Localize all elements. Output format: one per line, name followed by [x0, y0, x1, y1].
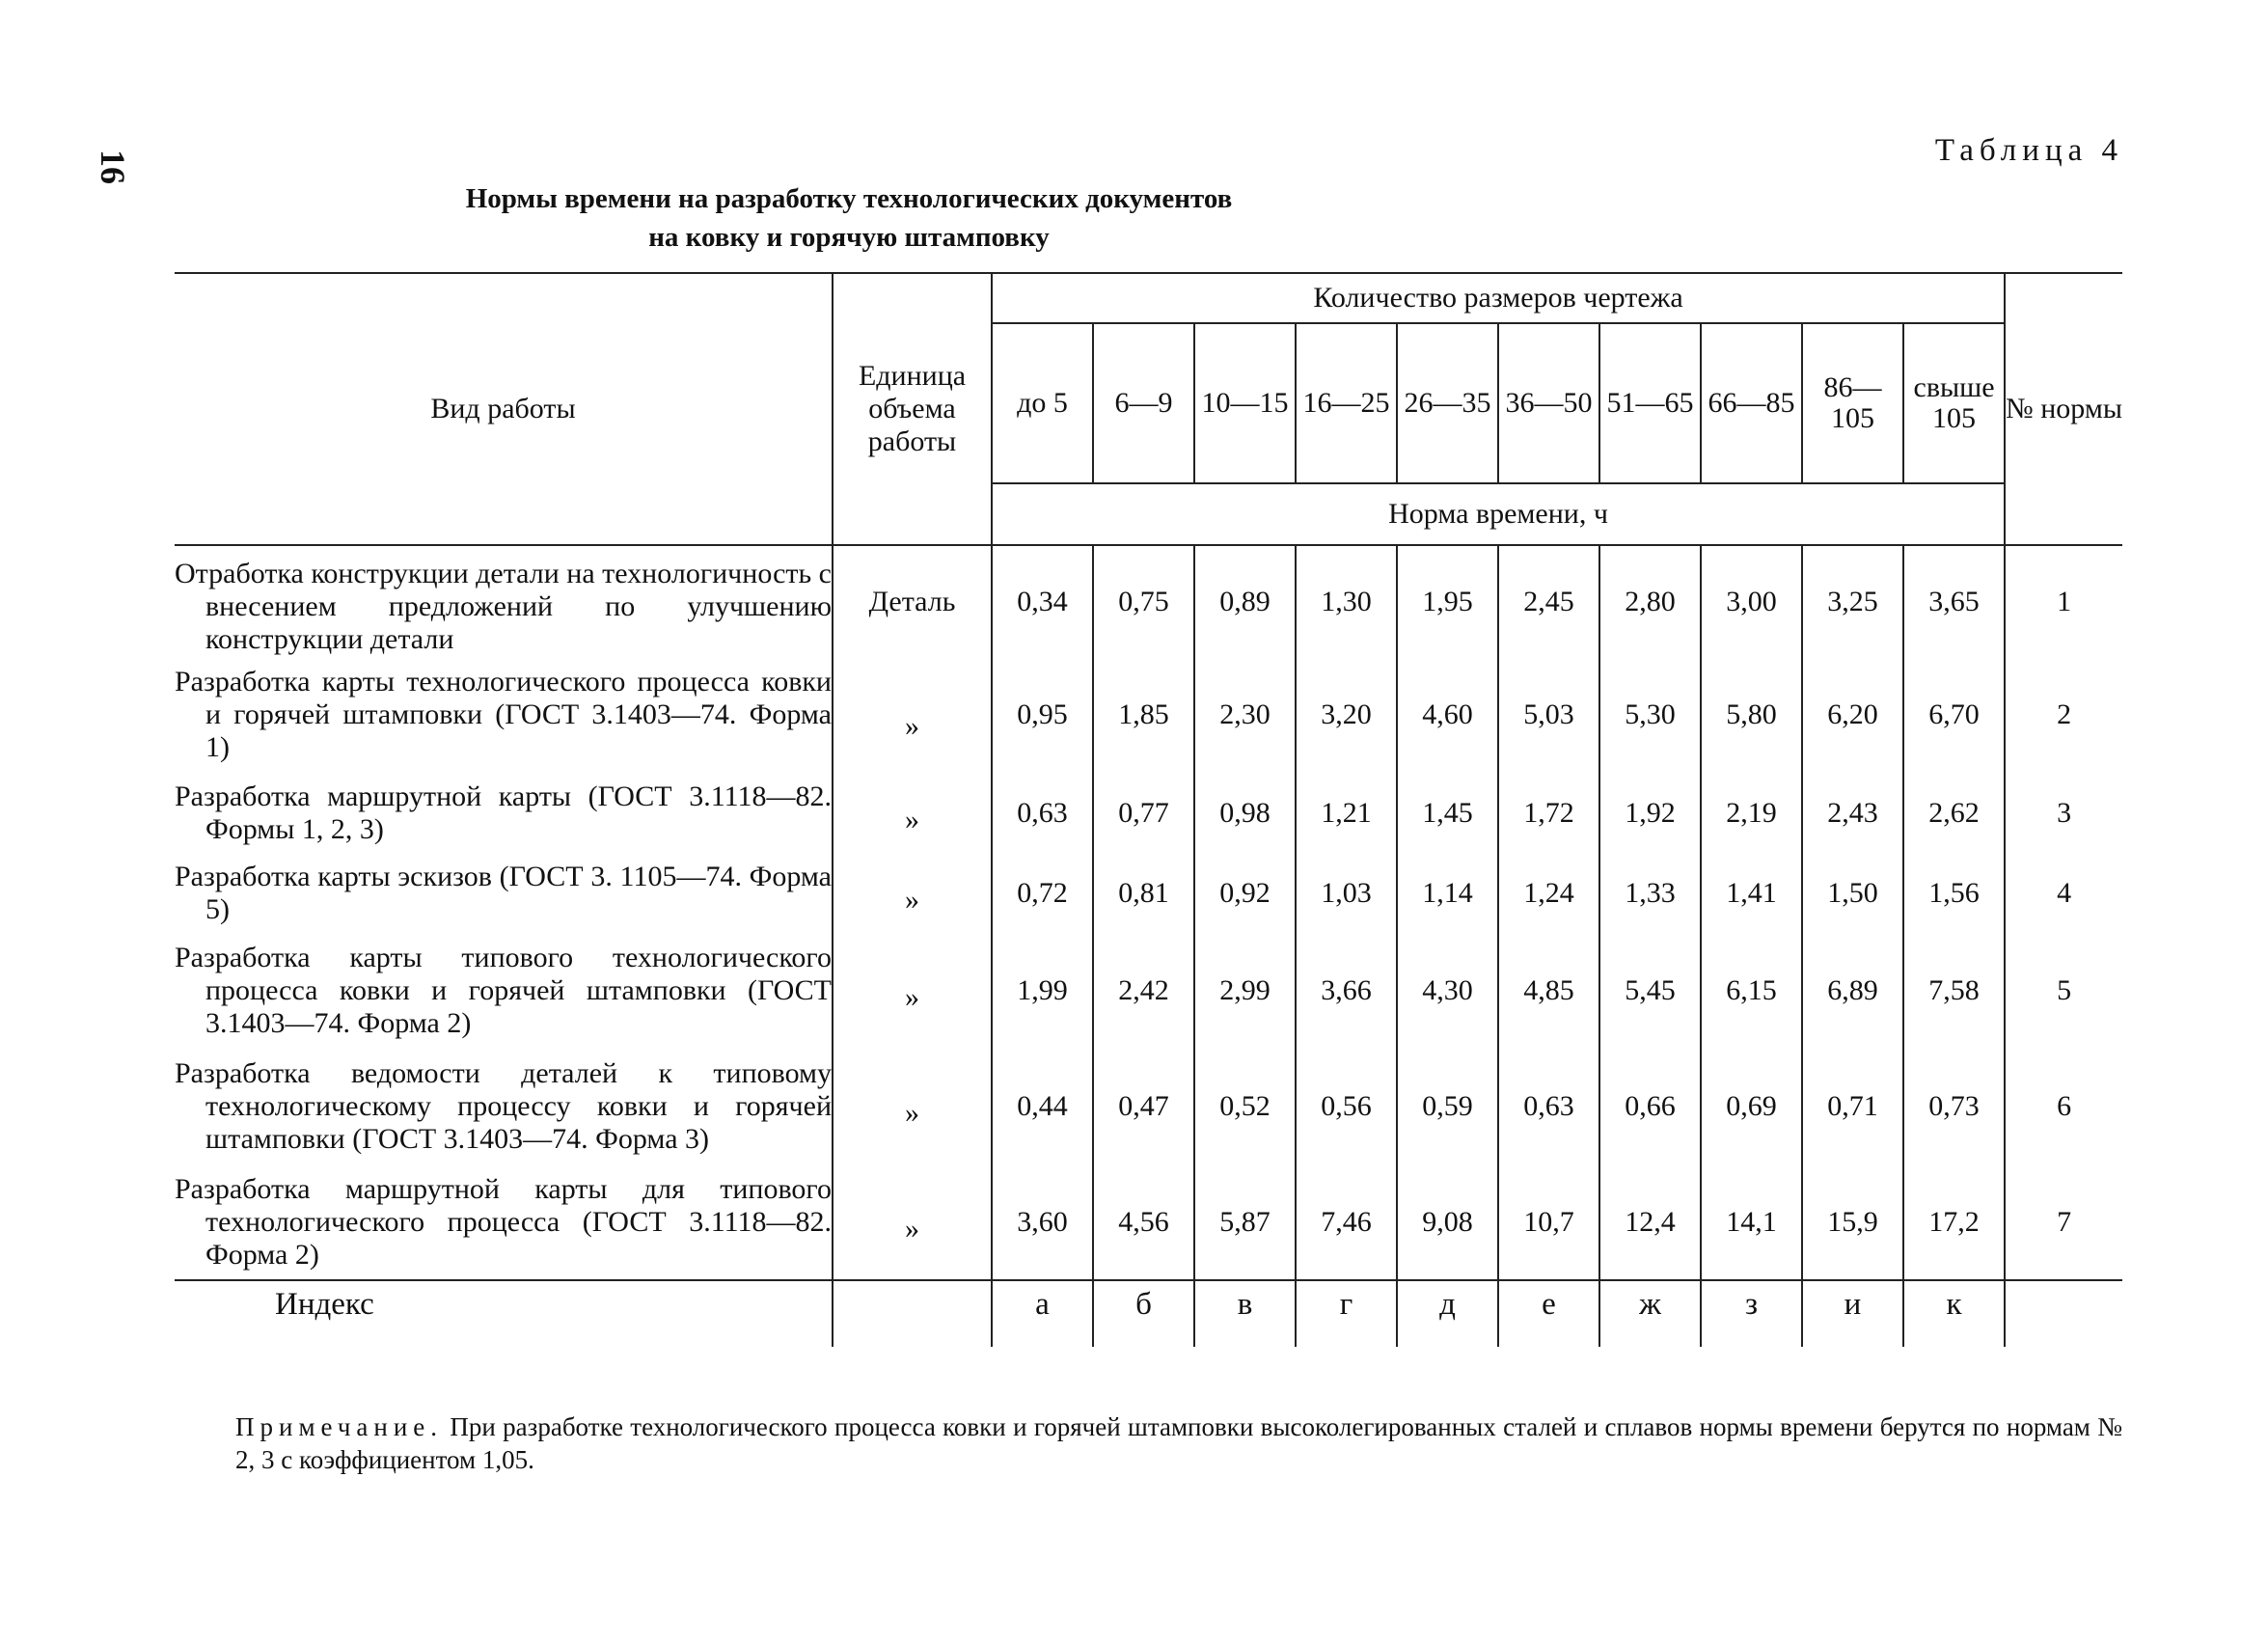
unit-cell: Деталь: [833, 545, 992, 657]
table-row: [175, 1164, 2122, 1280]
page-number: 16: [94, 150, 132, 184]
value-cell: 2,30: [1194, 657, 1296, 773]
header-range: 86—105: [1802, 323, 1903, 483]
value-cell: 0,89: [1194, 545, 1296, 657]
value-cell: 2,45: [1498, 545, 1599, 657]
table-row: [175, 933, 2122, 1049]
norms-table: [175, 272, 2122, 1347]
work-description: [175, 1049, 833, 1164]
table-body: [175, 545, 2122, 1347]
table-row: [175, 545, 2122, 657]
value-cell: 2,19: [1701, 773, 1802, 854]
value-cell: 0,63: [992, 773, 1093, 854]
value-cell: 5,03: [1498, 657, 1599, 773]
value-cell: 0,63: [1498, 1049, 1599, 1164]
value-cell: 1,41: [1701, 854, 1802, 933]
value-cell: 12,4: [1599, 1164, 1701, 1280]
value-cell: 4,85: [1498, 933, 1599, 1049]
work-description-text: Отработка конструкции детали на технологичность с внесением предложений по улучшению конструкции детали: [175, 557, 832, 655]
table-row: [175, 657, 2122, 773]
table-row: [175, 854, 2122, 933]
value-cell: 2,99: [1194, 933, 1296, 1049]
work-description-text: Разработка маршрутной карты для типового технологического процесса (ГОСТ 3.1118—82. Форма 2): [175, 1172, 832, 1271]
value-cell: 0,56: [1296, 1049, 1397, 1164]
value-cell: 3,20: [1296, 657, 1397, 773]
header-norm-time: Норма времени, ч: [992, 483, 2005, 545]
index-letter: з: [1701, 1280, 1802, 1347]
value-cell: 6,20: [1802, 657, 1903, 773]
value-cell: 1,99: [992, 933, 1093, 1049]
index-letter: д: [1397, 1280, 1498, 1347]
value-cell: 3,65: [1903, 545, 2005, 657]
value-cell: 2,62: [1903, 773, 2005, 854]
table-label: Таблица 4: [1934, 133, 2123, 168]
work-description: [175, 545, 833, 657]
index-row: [175, 1280, 2122, 1347]
norm-number-cell: 6: [2005, 1049, 2122, 1164]
value-cell: 1,72: [1498, 773, 1599, 854]
header-range: 51—65: [1599, 323, 1701, 483]
value-cell: 0,69: [1701, 1049, 1802, 1164]
unit-cell: »: [833, 773, 992, 854]
value-cell: 1,03: [1296, 854, 1397, 933]
value-cell: 0,73: [1903, 1049, 2005, 1164]
header-range: свыше 105: [1903, 323, 2005, 483]
table-row: [175, 1049, 2122, 1164]
value-cell: 3,00: [1701, 545, 1802, 657]
value-cell: 0,71: [1802, 1049, 1903, 1164]
value-cell: 14,1: [1701, 1164, 1802, 1280]
value-cell: 5,80: [1701, 657, 1802, 773]
footnote-text: При разработке технологического процесса ковки и горячей штамповки высоколегированных сталей и сплавов нормы времени берутся по нормам № 2, 3 с коэффициентом 1,05.: [235, 1412, 2122, 1474]
value-cell: 0,81: [1093, 854, 1194, 933]
index-letter: б: [1093, 1280, 1194, 1347]
header-norm-no: № нормы: [2005, 273, 2122, 545]
value-cell: 15,9: [1802, 1164, 1903, 1280]
work-description-text: Разработка ведомости деталей к типовому технологическому процессу ковки и горячей штамповки (ГОСТ 3.1403—74. Форма 3): [175, 1057, 832, 1155]
header-range: 66—85: [1701, 323, 1802, 483]
unit-cell: »: [833, 1049, 992, 1164]
unit-cell: »: [833, 657, 992, 773]
value-cell: 0,75: [1093, 545, 1194, 657]
work-description-text: Разработка карты технологического процесса ковки и горячей штамповки (ГОСТ 3.1403—74. Форма 1): [175, 666, 832, 763]
value-cell: 3,25: [1802, 545, 1903, 657]
value-cell: 5,45: [1599, 933, 1701, 1049]
value-cell: 9,08: [1397, 1164, 1498, 1280]
unit-cell: »: [833, 933, 992, 1049]
index-letter: в: [1194, 1280, 1296, 1347]
value-cell: 1,30: [1296, 545, 1397, 657]
norm-number-cell: 3: [2005, 773, 2122, 854]
norm-number-cell: 2: [2005, 657, 2122, 773]
value-cell: 0,59: [1397, 1049, 1498, 1164]
value-cell: 0,44: [992, 1049, 1093, 1164]
value-cell: 0,95: [992, 657, 1093, 773]
index-letter: а: [992, 1280, 1093, 1347]
footnote-prefix: Примечание.: [235, 1412, 444, 1441]
index-letter: ж: [1599, 1280, 1701, 1347]
index-empty-cell: [833, 1280, 992, 1347]
value-cell: 2,43: [1802, 773, 1903, 854]
index-empty-cell: [2005, 1280, 2122, 1347]
work-description: [175, 933, 833, 1049]
value-cell: 1,56: [1903, 854, 2005, 933]
value-cell: 0,77: [1093, 773, 1194, 854]
index-letter: е: [1498, 1280, 1599, 1347]
table-header: [175, 273, 2122, 545]
value-cell: 4,56: [1093, 1164, 1194, 1280]
index-label: Индекс: [175, 1280, 833, 1347]
work-description-text: Разработка карты типового технологического процесса ковки и горячей штамповки (ГОСТ 3.1403—74. Форма 2): [175, 942, 832, 1039]
value-cell: 0,72: [992, 854, 1093, 933]
header-range: 16—25: [1296, 323, 1397, 483]
index-letter: к: [1903, 1280, 2005, 1347]
value-cell: 4,60: [1397, 657, 1498, 773]
value-cell: 1,92: [1599, 773, 1701, 854]
unit-cell: »: [833, 854, 992, 933]
value-cell: 3,66: [1296, 933, 1397, 1049]
header-range: 26—35: [1397, 323, 1498, 483]
value-cell: 5,87: [1194, 1164, 1296, 1280]
table-title-line2: на ковку и горячую штамповку: [648, 222, 1050, 253]
value-cell: 1,21: [1296, 773, 1397, 854]
header-range: до 5: [992, 323, 1093, 483]
value-cell: 2,42: [1093, 933, 1194, 1049]
work-description-text: Разработка маршрутной карты (ГОСТ 3.1118—82. Формы 1, 2, 3): [175, 780, 832, 845]
header-range: 10—15: [1194, 323, 1296, 483]
work-description-text: Разработка карты эскизов (ГОСТ 3. 1105—74. Форма 5): [175, 861, 832, 925]
norm-number-cell: 4: [2005, 854, 2122, 933]
norm-number-cell: 5: [2005, 933, 2122, 1049]
value-cell: 1,33: [1599, 854, 1701, 933]
value-cell: 6,15: [1701, 933, 1802, 1049]
norm-number-cell: 7: [2005, 1164, 2122, 1280]
header-range: 6—9: [1093, 323, 1194, 483]
value-cell: 6,70: [1903, 657, 2005, 773]
work-description: [175, 657, 833, 773]
value-cell: 1,45: [1397, 773, 1498, 854]
index-letter: и: [1802, 1280, 1903, 1347]
value-cell: 3,60: [992, 1164, 1093, 1280]
value-cell: 6,89: [1802, 933, 1903, 1049]
work-description: [175, 1164, 833, 1280]
value-cell: 10,7: [1498, 1164, 1599, 1280]
value-cell: 4,30: [1397, 933, 1498, 1049]
header-range: 36—50: [1498, 323, 1599, 483]
header-work-type: Вид работы: [175, 273, 833, 545]
value-cell: 7,46: [1296, 1164, 1397, 1280]
work-description: [175, 854, 833, 933]
value-cell: 1,24: [1498, 854, 1599, 933]
value-cell: 0,52: [1194, 1049, 1296, 1164]
work-description: [175, 773, 833, 854]
value-cell: 0,92: [1194, 854, 1296, 933]
header-dimension-count: Количество размеров чертежа: [992, 273, 2005, 323]
value-cell: 0,34: [992, 545, 1093, 657]
footnote: [235, 1410, 2122, 1476]
unit-cell: »: [833, 1164, 992, 1280]
value-cell: 0,66: [1599, 1049, 1701, 1164]
value-cell: 1,50: [1802, 854, 1903, 933]
value-cell: 0,98: [1194, 773, 1296, 854]
value-cell: 0,47: [1093, 1049, 1194, 1164]
value-cell: 1,85: [1093, 657, 1194, 773]
header-unit: Единица объема работы: [833, 273, 992, 545]
value-cell: 17,2: [1903, 1164, 2005, 1280]
norm-number-cell: 1: [2005, 545, 2122, 657]
value-cell: 5,30: [1599, 657, 1701, 773]
index-letter: г: [1296, 1280, 1397, 1347]
table-row: [175, 773, 2122, 854]
value-cell: 7,58: [1903, 933, 2005, 1049]
value-cell: 2,80: [1599, 545, 1701, 657]
value-cell: 1,14: [1397, 854, 1498, 933]
table-title: [0, 179, 1698, 257]
table-title-line1: Нормы времени на разработку технологических документов: [465, 183, 1233, 214]
value-cell: 1,95: [1397, 545, 1498, 657]
